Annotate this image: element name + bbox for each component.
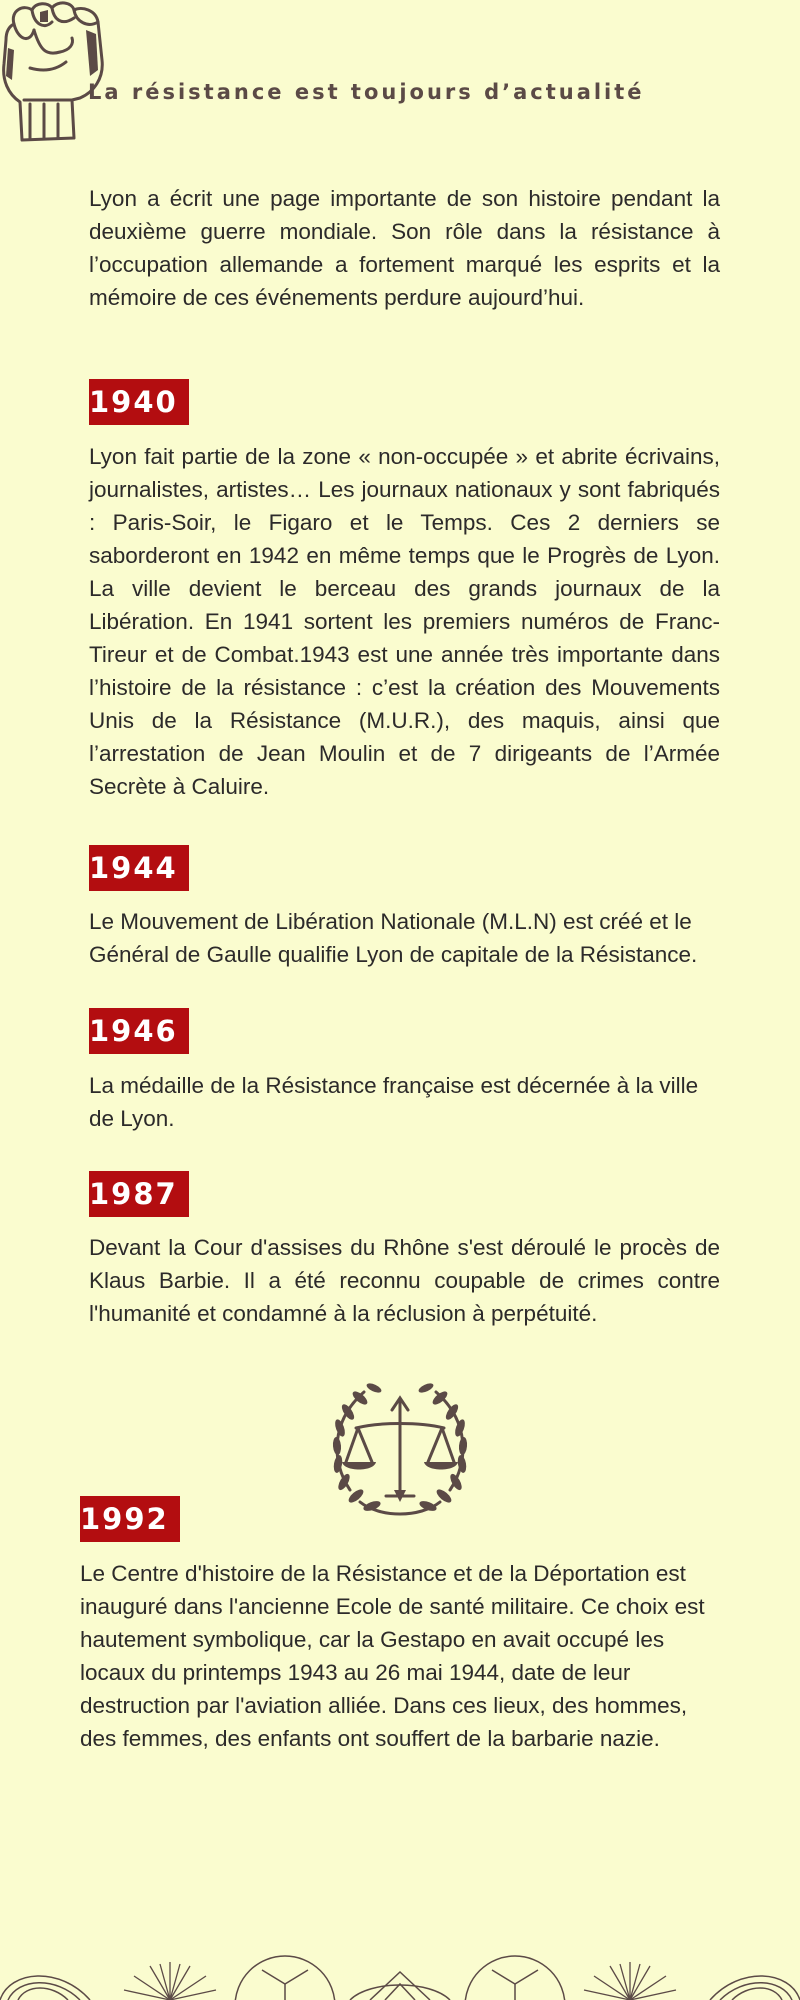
section-text-1992: Le Centre d'histoire de la Résistance et de la Déportation est inauguré dans l'ancienne Ecole de santé militaire. Ce choix est hautement symbolique, car la Gestapo en avait occupé les locaux du printemps 1943 au 26 mai 1944, date de leur destruction par l'aviation alliée. Dans ces lieux, des hommes, des femmes, des enfants ont souffert de la barbarie nazie. <box>80 1561 705 1751</box>
decorative-footer <box>0 1950 800 2000</box>
year-badge-1944: 1944 <box>89 845 189 891</box>
section-text-1946: La médaille de la Résistance française est décernée à la ville de Lyon. <box>89 1073 699 1131</box>
raised-fist-icon <box>0 0 110 145</box>
intro-paragraph: Lyon a écrit une page importante de son histoire pendant la deuxième guerre mondiale. Son rôle dans la résistance à l’occupation allemande a fortement marqué les esprits et la mémoire de ces événements perdure aujourd’hui. <box>89 186 720 310</box>
page-title: La résistance est toujours d’actualité <box>88 80 645 104</box>
section-text-1987: Devant la Cour d'assises du Rhône s'est déroulé le procès de Klaus Barbie. Il a été reconnu coupable de crimes contre l'humanité et condamné à la réclusion à perpétuité. <box>89 1235 720 1326</box>
year-badge-1992: 1992 <box>80 1496 180 1542</box>
year-badge-1987: 1987 <box>89 1171 189 1217</box>
section-text-1944: Le Mouvement de Libération Nationale (M.L.N) est créé et le Général de Gaulle qualifie Lyon de capitale de la Résistance. <box>89 909 698 967</box>
year-badge-1946: 1946 <box>89 1008 189 1054</box>
year-badge-1940: 1940 <box>89 379 189 425</box>
section-text-1940: Lyon fait partie de la zone « non-occupée » et abrite écrivains, journalistes, artistes… Les journaux nationaux y sont fabriqués : Paris-Soir, le Figaro et le Temps. Ces 2 derniers se saborderont en 1942 en même temps que le Progrès de Lyon. La ville devient le berceau des grands journaux de la Libération. En 1941 sortent les premiers numéros de Franc-Tireur et de Combat.1943 est une année très importante dans l’histoire de la résistance : c’est la création des Mouvements Unis de la Résistance (M.U.R.), des maquis, ainsi que l’arrestation de Jean Moulin et de 7 dirigeants de l’Armée Secrète à Caluire. <box>89 444 720 799</box>
scales-of-justice-icon <box>320 1370 480 1530</box>
